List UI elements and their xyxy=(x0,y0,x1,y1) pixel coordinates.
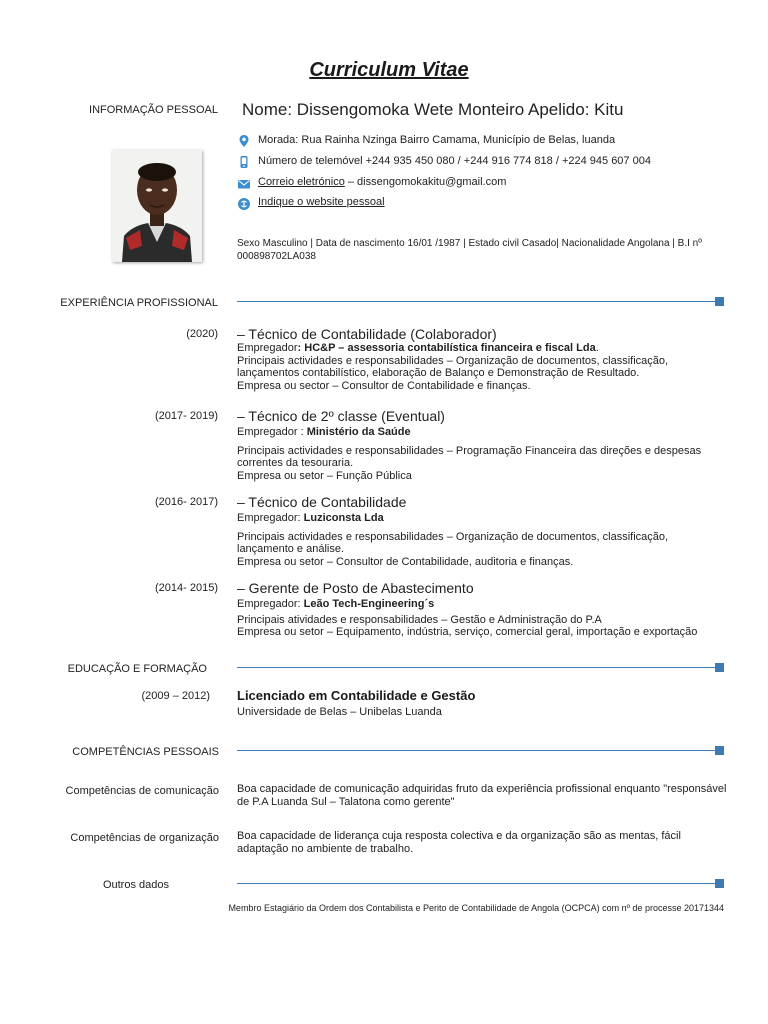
job-sector: Empresa ou setor – Equipamento, indústria, serviço, comercial geral, importação e exportação xyxy=(237,626,698,638)
section-divider xyxy=(237,301,720,302)
education-degree: Licenciado em Contabilidade e Gestão xyxy=(237,688,476,703)
job-employer: Empregador: Luziconsta Lda xyxy=(237,512,384,524)
job-title: – Técnico de Contabilidade (Colaborador) xyxy=(237,326,497,342)
section-marker xyxy=(715,663,724,672)
job-employer: Empregador: HC&P – assessoria contabilística financeira e fiscal Lda. xyxy=(237,342,599,354)
website-icon xyxy=(237,197,251,211)
skill-text-communication: Boa capacidade de comunicação adquiridas fruto da experiência profissional enquanto "responsável de P.A Luanda Sul – Talatona como gerente" xyxy=(237,783,727,808)
job-entry xyxy=(237,408,727,482)
section-marker xyxy=(715,879,724,888)
job-entry xyxy=(237,326,727,392)
job-title: – Gerente de Posto de Abastecimento xyxy=(237,580,474,596)
job-employer: Empregador: Leão Tech-Engineering´s xyxy=(237,598,435,610)
job-activities: Principais actividades e responsabilidades – Organização de documentos, classificação, lançamentos contabilístico, elaboração de Balanço e Demonstração de Resultado. xyxy=(237,354,669,379)
location-icon xyxy=(237,134,251,148)
skill-label-communication: Competências de comunicação xyxy=(65,785,219,797)
skill-text-organization: Boa capacidade de liderança cuja resposta colectiva e da organização são as mentas, fácil adaptação no ambiente de trabalho. xyxy=(237,830,681,855)
document-title: Curriculum Vitae xyxy=(309,59,469,81)
section-marker xyxy=(715,746,724,755)
job-sector: Empresa ou setor – Consultor de Contabilidade, auditoria e finanças. xyxy=(237,555,574,568)
section-divider xyxy=(237,750,720,751)
section-divider xyxy=(237,667,720,668)
job-title: – Técnico de Contabilidade xyxy=(237,494,407,510)
section-label-personal: INFORMAÇÃO PESSOAL xyxy=(89,104,218,116)
email-label[interactable]: Correio eletrónico xyxy=(258,176,345,188)
other-data-text: Membro Estagiário da Ordem dos Contabilista e Perito de Contabilidade de Angola (OCPCA) com nº de processe 20171344 xyxy=(228,903,724,913)
job-activities: Principais actividades e responsabilidades – Programação Financeira das direções e despesas correntes da tesouraria. xyxy=(237,444,702,469)
section-label-experience: EXPERIÊNCIA PROFISSIONAL xyxy=(60,297,218,309)
email-line xyxy=(258,176,506,188)
job-date: (2017- 2019) xyxy=(155,410,218,422)
job-title: – Técnico de 2º classe (Eventual) xyxy=(237,408,445,424)
address-text: Morada: Rua Rainha Nzinga Bairro Camama, Município de Belas, luanda xyxy=(258,134,616,146)
job-activities: Principais actividades e responsabilidades – Organização de documentos, classificação, lançamento e análise. xyxy=(237,530,669,555)
section-marker xyxy=(715,297,724,306)
education-entry xyxy=(237,688,727,719)
job-entry xyxy=(237,580,727,639)
personal-details: Sexo Masculino | Data de nascimento 16/01 /1987 | Estado civil Casado| Nacionalidade Angolana | B.I nº 000898702LA038 xyxy=(237,238,702,262)
section-label-other: Outros dados xyxy=(102,879,169,891)
job-entry xyxy=(237,494,727,568)
email-icon xyxy=(237,177,251,191)
section-divider xyxy=(237,883,720,884)
job-date: (2016- 2017) xyxy=(155,496,218,508)
phone-text: Número de telemóvel +244 935 450 080 / +244 916 774 818 / +224 945 607 004 xyxy=(258,155,651,167)
job-date: (2020) xyxy=(186,328,218,340)
job-activities: Principais atividades e responsabilidades – Gestão e Administração do P.A xyxy=(237,613,602,626)
email-value: – dissengomokakitu@gmail.com xyxy=(344,176,507,188)
full-name: Nome: Dissengomoka Wete Monteiro Apelido: Kitu xyxy=(242,100,624,119)
job-employer: Empregador : Ministério da Saúde xyxy=(237,426,411,438)
education-date: (2009 – 2012) xyxy=(141,690,210,702)
section-label-skills: COMPETÊNCIAS PESSOAIS xyxy=(72,746,219,758)
education-institution: Universidade de Belas – Unibelas Luanda xyxy=(237,706,442,718)
skill-label-organization: Competências de organização xyxy=(70,832,219,844)
section-label-education: EDUCAÇÃO E FORMAÇÃO xyxy=(67,663,207,675)
job-date: (2014- 2015) xyxy=(155,582,218,594)
profile-photo xyxy=(112,150,202,262)
website-label[interactable]: Indique o website pessoal xyxy=(258,196,385,208)
phone-icon xyxy=(237,155,251,169)
website-link[interactable] xyxy=(258,196,385,208)
job-sector: Empresa ou setor – Função Pública xyxy=(237,469,412,482)
job-sector: Empresa ou sector – Consultor de Contabilidade e finanças. xyxy=(237,379,531,392)
